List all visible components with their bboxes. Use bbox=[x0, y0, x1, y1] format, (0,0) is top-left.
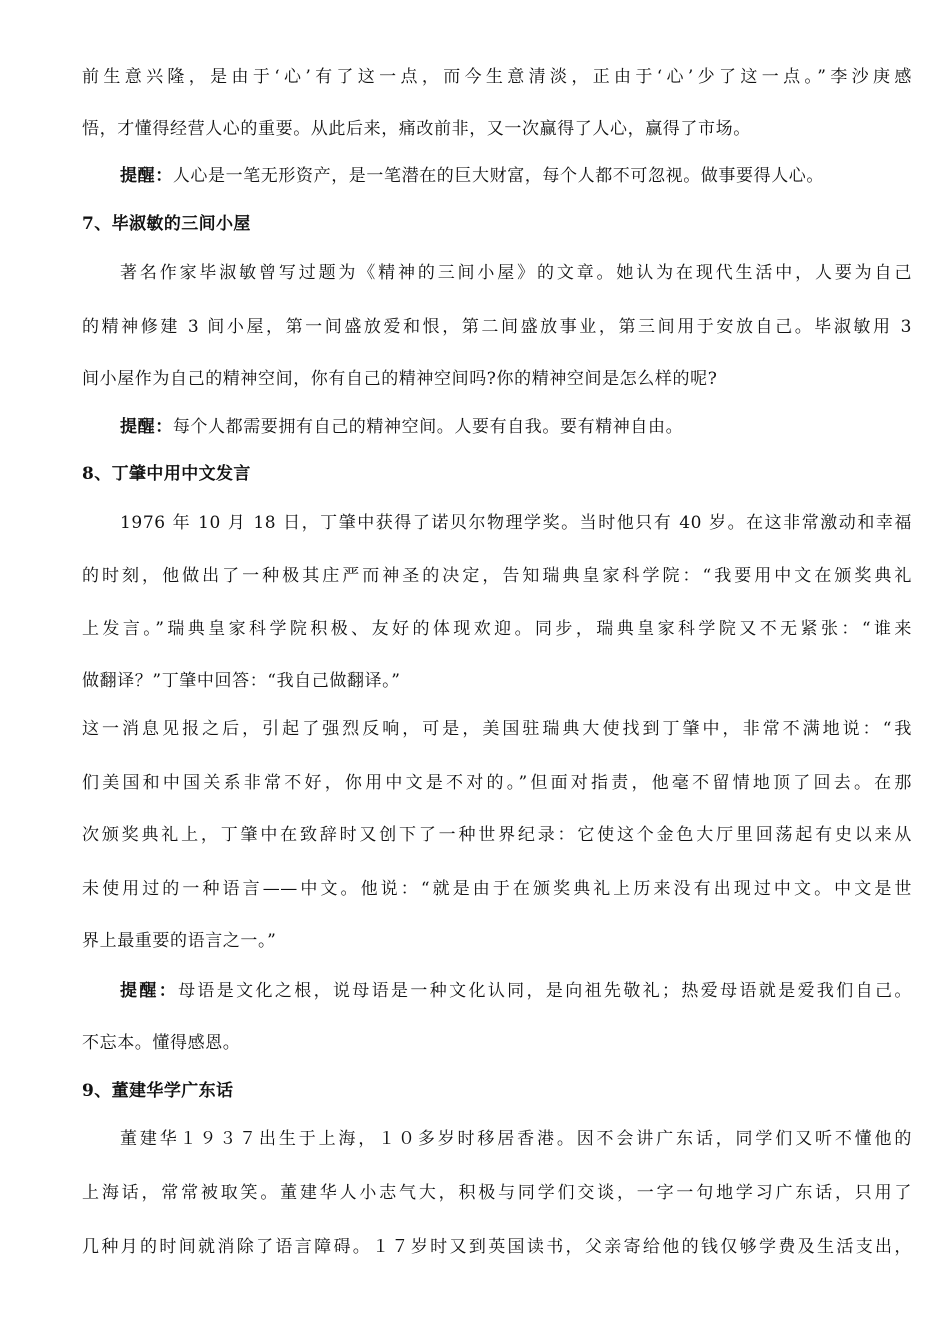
reminder-line bbox=[120, 416, 912, 438]
paragraph-line: 著名作家毕淑敏曾写过题为《精神的三间小屋》的文章。她认为在现代生活中，人要为自己 bbox=[120, 263, 912, 283]
reminder-label: 提醒： bbox=[120, 981, 179, 1001]
section-heading: 8、丁肇中用中文发言 bbox=[82, 464, 251, 484]
paragraph-line: 间小屋作为自己的精神空间，你有自己的精神空间吗?你的精神空间是怎么样的呢? bbox=[82, 369, 718, 389]
reminder-text: 母语是文化之根，说母语是一种文化认同，是向祖先敬礼；热爱母语就是爱我们自己。 bbox=[178, 981, 912, 1001]
reminder-line bbox=[120, 980, 912, 1002]
reminder-text: 人心是一笔无形资产，是一笔潜在的巨大财富，每个人都不可忽视。做事要得人心。 bbox=[172, 166, 825, 186]
reminder-line bbox=[120, 165, 912, 187]
paragraph-line: 未使用过的一种语言——中文。他说：“就是由于在颁奖典礼上历来没有出现过中文。中文是世 bbox=[82, 879, 912, 899]
paragraph-line: 这一消息见报之后，引起了强烈反响，可是，美国驻瑞典大使找到丁肇中，非常不满地说：“我 bbox=[82, 719, 912, 739]
section-heading: 9、董建华学广东话 bbox=[82, 1081, 234, 1101]
section-heading: 7、毕淑敏的三间小屋 bbox=[82, 214, 251, 234]
paragraph-line: 次颁奖典礼上，丁肇中在致辞时又创下了一种世界纪录：它使这个金色大厅里回荡起有史以来从 bbox=[82, 825, 912, 845]
reminder-label: 提醒： bbox=[120, 166, 173, 186]
paragraph-line: 董建华１９３７出生于上海，１０多岁时移居香港。因不会讲广东话，同学们又听不懂他的 bbox=[120, 1129, 912, 1149]
paragraph-line: 的精神修建 3 间小屋，第一间盛放爱和恨，第二间盛放事业，第三间用于安放自己。毕淑敏用 3 bbox=[82, 317, 912, 337]
paragraph-line: 界上最重要的语言之一。” bbox=[82, 931, 277, 951]
paragraph-line: 的时刻，他做出了一种极其庄严而神圣的决定，告知瑞典皇家科学院：“我要用中文在颁奖典礼 bbox=[82, 566, 912, 586]
reminder-text: 每个人都需要拥有自己的精神空间。人要有自我。要有精神自由。 bbox=[172, 417, 684, 437]
reminder-label: 提醒： bbox=[120, 417, 173, 437]
paragraph-line: 做翻译？”丁肇中回答：“我自己做翻译。” bbox=[82, 671, 401, 691]
paragraph-line: 悟，才懂得经营人心的重要。从此后来，痛改前非，又一次赢得了人心，赢得了市场。 bbox=[82, 119, 751, 139]
paragraph-line: 上海话，常常被取笑。董建华人小志气大，积极与同学们交谈，一字一句地学习广东话，只用了 bbox=[82, 1183, 912, 1203]
paragraph-line: 上发言。”瑞典皇家科学院积极、友好的体现欢迎。同步，瑞典皇家科学院又不无紧张：“谁来 bbox=[82, 619, 912, 639]
paragraph-line: 不忘本。懂得感恩。 bbox=[82, 1033, 241, 1053]
paragraph-line: 几种月的时间就消除了语言障碍。１７岁时又到英国读书，父亲寄给他的钱仅够学费及生活支出， bbox=[82, 1237, 912, 1257]
paragraph-line: 前生意兴隆，是由于‘心’有了这一点，而今生意清淡，正由于‘心’少了这一点。”李沙庚感 bbox=[82, 67, 912, 87]
paragraph-line: 1976 年 10 月 18 日，丁肇中获得了诺贝尔物理学奖。当时他只有 40 岁。在这非常激动和幸福 bbox=[120, 513, 912, 533]
paragraph-line: 们美国和中国关系非常不好，你用中文是不对的。”但面对指责，他毫不留情地顶了回去。在那 bbox=[82, 773, 912, 793]
